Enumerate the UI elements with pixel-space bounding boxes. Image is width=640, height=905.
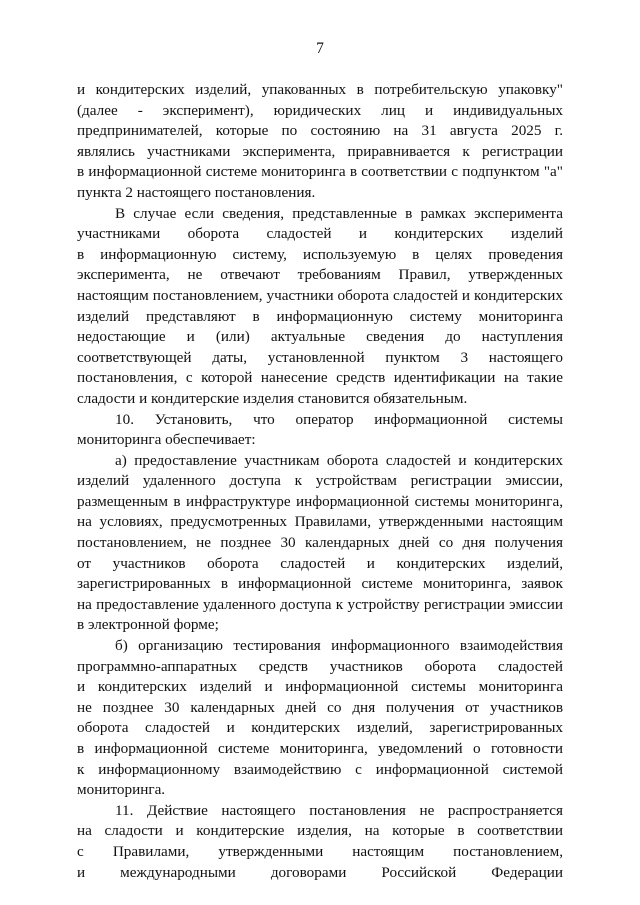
text-line: изделий представляют в информационную систему мониторинга [77, 307, 563, 325]
document-body [77, 80, 563, 883]
text-line: пункта 2 настоящего постановления. [77, 183, 316, 201]
text-line: оборота сладостей и кондитерских изделий, зарегистрированных [77, 719, 563, 737]
text-line: зарегистрированных в информационной системе мониторинга, заявок [77, 575, 563, 593]
text-line: сладости и кондитерские изделия становится обязательным. [77, 389, 468, 407]
paragraph-p6 [77, 801, 563, 883]
text-line: мониторинга. [77, 781, 166, 799]
paragraph-p3 [77, 410, 563, 451]
text-line: к информационному взаимодействию с информационной системой [77, 760, 563, 778]
text-line: на условиях, предусмотренных Правилами, утвержденными настоящим [77, 513, 563, 531]
text-line: постановлением, не позднее 30 календарных дней со дня получения [77, 534, 563, 552]
paragraph-p1 [77, 80, 563, 204]
text-line: предпринимателей, которые по состоянию на 31 августа 2025 г. [77, 122, 563, 140]
text-line: в информационной системе мониторинга, уведомлений о готовности [77, 740, 563, 757]
text-line: в информационной системе мониторинга в соответствии с подпунктом "а" [77, 163, 563, 181]
text-line: в информационную систему, используемую в целях проведения [77, 245, 563, 263]
text-line: недостающие и (или) актуальные сведения до наступления [77, 328, 563, 346]
text-line: и кондитерских изделий и информационной системы мониторинга [77, 678, 563, 696]
text-line: изделий удаленного доступа к устройствам регистрации эмиссии, [77, 472, 563, 490]
text-line: не позднее 30 календарных дней со дня получения от участников [77, 698, 563, 716]
text-line: и кондитерских изделий, упакованных в потребительскую упаковку" [77, 81, 563, 98]
text-line: а) предоставление участникам оборота сладостей и кондитерских [115, 451, 563, 469]
text-line: соответствующей даты, установленной пунктом 3 настоящего [77, 348, 563, 366]
text-line: с Правилами, утвержденными настоящим постановлением, [77, 842, 563, 860]
text-line: являлись участниками эксперимента, приравнивается к регистрации [77, 142, 563, 160]
text-line: эксперимента, не отвечают требованиям Правил, утвержденных [77, 266, 563, 284]
text-line: настоящим постановлением, участники оборота сладостей и кондитерских [77, 286, 563, 304]
text-line: 11. Действие настоящего постановления не распространяется [115, 801, 563, 819]
paragraph-p2 [77, 204, 563, 410]
text-line: на предоставление удаленного доступа к устройству регистрации эмиссии [77, 595, 563, 613]
text-line: В случае если сведения, представленные в рамках эксперимента [115, 204, 563, 222]
text-line: постановления, с которой нанесение средств идентификации на такие [77, 369, 563, 387]
page-number: 7 [316, 40, 324, 57]
text-line: (далее - эксперимент), юридических лиц и индивидуальных [77, 101, 563, 119]
text-line: б) организацию тестирования информационного взаимодействия [115, 637, 563, 655]
text-line: и международными договорами Российской Федерации [77, 863, 563, 881]
text-line: 10. Установить, что оператор информационной системы [115, 410, 563, 428]
text-line: программно-аппаратных средств участников оборота сладостей [77, 657, 563, 675]
text-line: размещенным в инфраструктуре информационной системы мониторинга, [77, 492, 563, 510]
text-line: на сладости и кондитерские изделия, на которые в соответствии [77, 822, 563, 840]
text-line: участниками оборота сладостей и кондитерских изделий [77, 225, 563, 243]
text-line: в электронной форме; [77, 616, 219, 634]
text-line: мониторинга обеспечивает: [77, 431, 256, 449]
paragraph-p4 [77, 451, 563, 636]
paragraph-p5 [77, 636, 563, 801]
text-line: от участников оборота сладостей и кондитерских изделий, [77, 554, 563, 572]
